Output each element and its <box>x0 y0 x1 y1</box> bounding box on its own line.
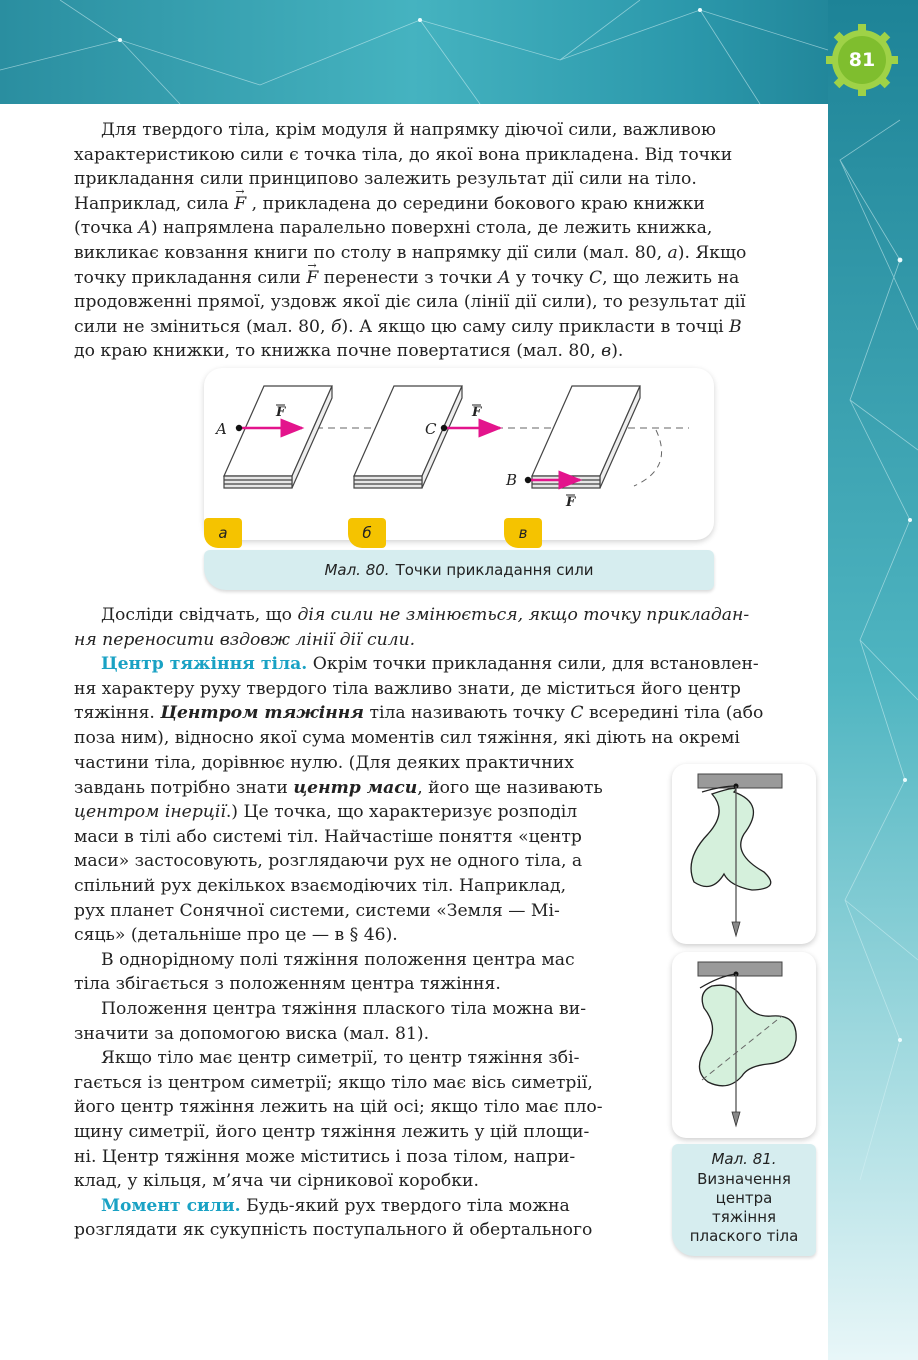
figure-81-caption-line: центра <box>715 1189 773 1207</box>
figure-80-caption-number: Мал. 80. <box>324 561 390 579</box>
term-center-of-inertia: центром інерції <box>74 802 226 823</box>
intro-line: (точка A) напрямлена паралельно поверхні стола, де лежить книжка, <box>74 218 713 239</box>
intro-line: Наприклад, сила → F , прикладена до середини бокового краю книжки <box>74 192 816 217</box>
page-number: 81 <box>848 49 876 71</box>
force-symbol: → F <box>234 192 246 217</box>
text-line: Якщо тіло має центр симетрії, то центр тяжіння збі- <box>101 1048 580 1069</box>
text-line: центром інерції.) Це точка, що характеризує розподіл <box>74 802 578 823</box>
research-line: Досліди свідчать, що дія сили не змінюється, якщо точку прикладан- <box>101 605 750 625</box>
intro-line: характеристикою сили є точка тіла, до якої вона прикладена. Від точки <box>74 144 733 165</box>
book-b <box>354 386 462 488</box>
book-c <box>532 386 640 488</box>
point-a <box>236 425 242 431</box>
intro-line: Для твердого тіла, крім модуля й напрямку діючої сили, важливою <box>101 120 716 140</box>
text-line: тіла збігається з положенням центра тяжіння. <box>74 974 501 995</box>
figure-81-panel-bottom <box>672 952 816 1138</box>
plumb-line-illustration-1 <box>672 764 816 944</box>
text-line: маси» застосовують, розглядаючи рух не одного тіла, а <box>74 851 583 872</box>
center-line: ня характеру руху твердого тіла важливо знати, де міститься його центр <box>74 678 741 699</box>
point-b <box>525 477 531 483</box>
text-line: ні. Центр тяжіння може міститись і поза тілом, напри- <box>74 1146 576 1167</box>
intro-line: точку прикладання сили → F перенести з точки A у точку C, що лежить на <box>74 266 816 291</box>
figure-80-tag-b: б <box>348 518 386 548</box>
center-line: тяжіння. Центром тяжіння тіла називають точку C всередині тіла (або <box>74 703 764 724</box>
figure-81-caption-number: Мал. 81. <box>711 1150 777 1168</box>
narrow-column <box>74 751 649 1243</box>
research-line: ня переносити вздовж лінії дії сили. <box>74 629 416 650</box>
figure-81-caption-line: Визначення <box>697 1170 791 1188</box>
intro-line: викликає ковзання книги по столу в напрямку дії сили (мал. 80, а). Якщо <box>74 242 747 263</box>
term-center-of-gravity: Центром тяжіння <box>160 703 364 724</box>
label-force: F <box>566 495 576 510</box>
figure-81-caption-line: тяжіння <box>711 1208 777 1226</box>
figure-81-panel-top <box>672 764 816 944</box>
text-line: гається із центром симетрії; якщо тіло має вісь симетрії, <box>74 1072 593 1093</box>
figure-81-caption <box>672 1144 816 1256</box>
figure-80-caption-text: Точки прикладання сили <box>395 561 594 579</box>
figure-80-illustration <box>204 368 714 540</box>
text-line: сяць» (детальніше про це — в § 46). <box>74 925 398 946</box>
figure-80-caption <box>204 550 714 590</box>
intro-line: продовженні прямої, уздовж якої діє сила (лінії дії сили), то результат дії <box>74 292 746 313</box>
intro-line: сили не зміниться (мал. 80, б). А якщо цю саму силу прикласти в точці B <box>74 316 742 337</box>
text-line: клад, у кільця, м’яча чи сірникової коробки. <box>74 1171 479 1192</box>
text-line: маси в тілі або системі тіл. Найчастіше поняття «центр <box>74 826 582 847</box>
text-line: частини тіла, дорівнює нулю. (Для деяких практичних <box>74 753 574 773</box>
label-c: C <box>425 420 437 438</box>
text-line: рух планет Сонячної системи, системи «Земля — Мі- <box>74 900 560 921</box>
figure-80-tag-c: в <box>504 518 542 548</box>
label-b: B <box>506 471 518 489</box>
center-line: Центр тяжіння тіла. Окрім точки прикладання сили, для встановлен- <box>101 654 759 675</box>
intro-line: до краю книжки, то книжка почне повертатися (мал. 80, в). <box>74 341 624 362</box>
text-line: спільний рух декількох взаємодіючих тіл. Наприклад, <box>74 875 567 896</box>
text-line: В однорідному полі тяжіння положення центра мас <box>101 949 575 970</box>
section-heading-moment: Момент сили. <box>101 1195 241 1216</box>
text-line: розглядати як сукупність поступального й обертального <box>74 1220 593 1241</box>
term-center-of-mass: центр маси <box>293 777 418 798</box>
intro-paragraph <box>74 118 816 364</box>
label-force: F <box>276 405 286 420</box>
figure-80-tag-a: а <box>204 518 242 548</box>
figure-81-caption-line: плаского тіла <box>689 1227 799 1245</box>
label-force: F <box>472 405 482 420</box>
text-line: щину симетрії, його центр тяжіння лежить у цій площи- <box>74 1121 590 1142</box>
text-line: його центр тяжіння лежить на цій осі; якщо тіло має пло- <box>74 1097 603 1118</box>
center-line: поза ним), відносно якої сума моментів сил тяжіння, які діють на окремі <box>74 727 740 748</box>
plumb-line-illustration-2 <box>672 952 816 1138</box>
label-a: A <box>216 420 227 438</box>
text-line: завдань потрібно знати центр маси, його ще називають <box>74 777 603 798</box>
section-heading-center: Центр тяжіння тіла. <box>101 654 308 675</box>
center-of-gravity-section <box>74 603 816 751</box>
text-line: Положення центра тяжіння плаского тіла можна ви- <box>101 998 587 1019</box>
point-c <box>441 425 447 431</box>
text-line: Момент сили. Будь-який рух твердого тіла можна <box>101 1195 570 1216</box>
force-symbol: → F <box>306 266 318 291</box>
intro-line: прикладання сили принципово залежить результат дії сили на тіло. <box>74 169 697 190</box>
figure-80-panel <box>204 368 714 540</box>
text-line: значити за допомогою виска (мал. 81). <box>74 1023 430 1044</box>
book-a <box>224 386 332 488</box>
